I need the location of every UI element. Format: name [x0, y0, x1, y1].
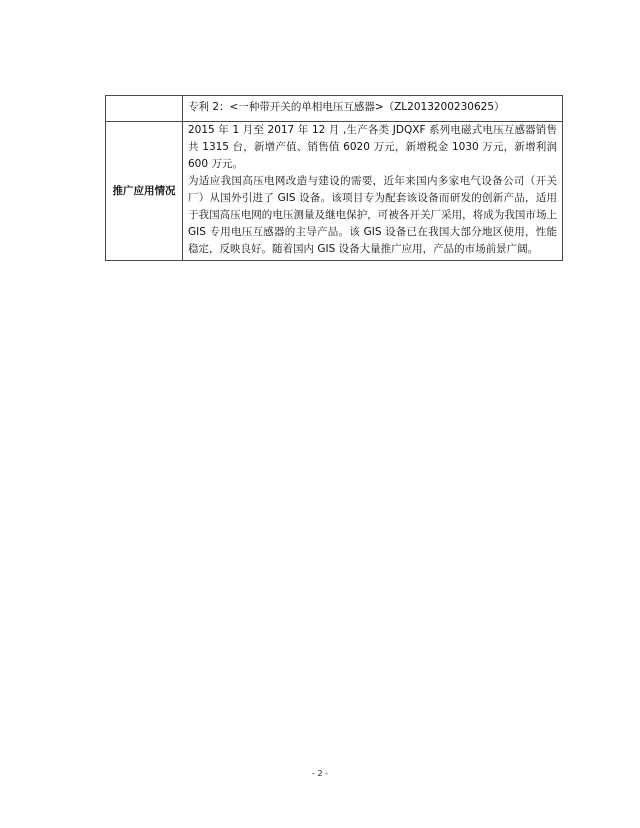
patent-text-cell: 专利 2：<一种带开关的单相电压互感器>（ZL2013200230625） [183, 96, 563, 122]
patent-label-cell [106, 96, 183, 122]
promotion-paragraph-market: 为适应我国高压电网改造与建设的需要，近年来国内多家电气设备公司（开关厂）从国外引进了 GIS 设备。该项目专为配套该设备而研发的创新产品，适用于我国高压电网的电压测量及继电保护，可被各开关厂采用，将成为我国市场上 GIS 专用电压互感器的主导产品。该 GIS 设备已在我国大部分地区使用，性能稳定，反映良好。随着国内 GIS 设备大量推广应用，产品的市场前景广阔。 [188, 175, 557, 255]
promotion-content-cell [183, 122, 563, 261]
promotion-row [106, 122, 563, 261]
page-number: - 2 - [312, 769, 328, 778]
patent-row [106, 96, 563, 122]
promotion-paragraph-sales: 2015 年 1 月至 2017 年 12 月 ,生产各类 JDQXF 系列电磁式电压互感器销售共 1315 台，新增产值、销售值 6020 万元，新增税金 1030 万元，新增利润 600 万元。 [188, 124, 557, 170]
document-table [105, 95, 563, 261]
promotion-label-cell: 推广应用情况 [106, 122, 183, 261]
